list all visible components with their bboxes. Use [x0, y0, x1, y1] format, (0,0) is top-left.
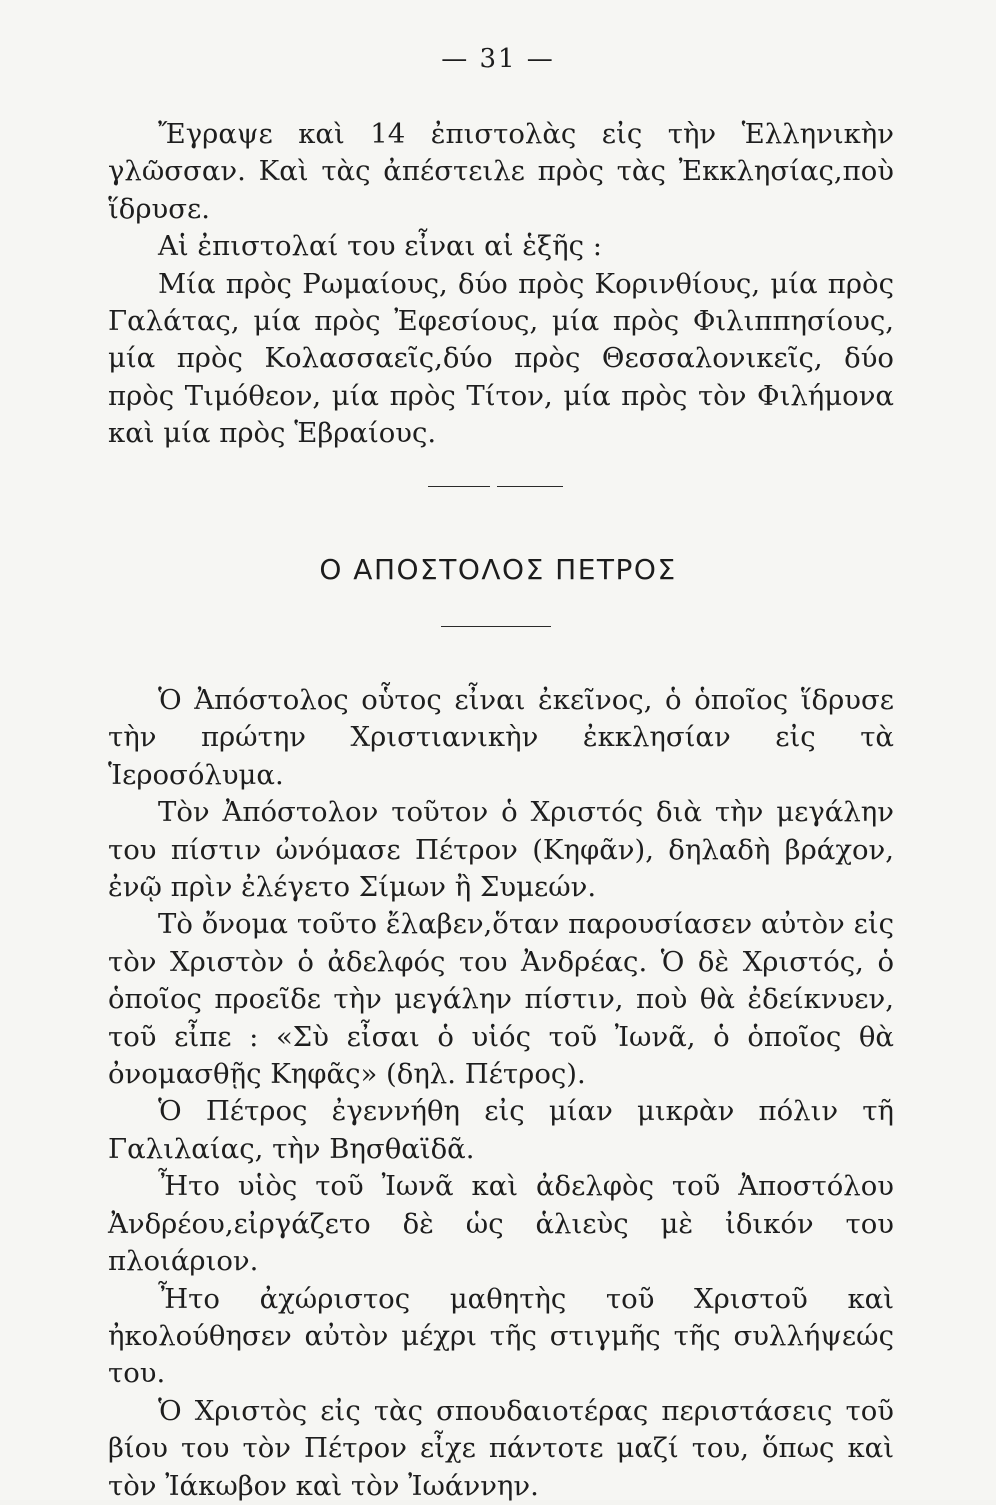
heading-underline-rule	[441, 626, 551, 627]
section-heading: Ο ΑΠΟΣΤΟΛΟΣ ΠΕΤΡΟΣ	[319, 553, 677, 586]
paragraph: Τὸ ὄνομα τοῦτο ἔλαβεν,ὅταν παρουσίασεν αὐτὸν εἰς τὸν Χριστὸν ὁ ἀδελφός του Ἀνδρέας. Ὁ δὲ Χριστός, ὁ ὁποῖος προεῖδε τὴν μεγάλην πίστιν, ποὺ θὰ ἐδείκνυεν, τοῦ εἶπε : «Σὺ εἶσαι ὁ υἱός τοῦ Ἰωνᾶ, ὁ ὁποῖος θὰ ὀνομασθῇς Κηφᾶς» (δηλ. Πέτρος).	[108, 908, 894, 1091]
paragraph: Ἔγραψε καὶ 14 ἐπιστολὰς εἰς τὴν Ἑλληνικὴν γλῶσσαν. Καὶ τὰς ἀπέστειλε πρὸς τὰς Ἐκκλησίας,ποὺ ἵδρυσε.	[108, 118, 894, 225]
separator-rule	[497, 486, 563, 487]
apostle-peter-section	[108, 682, 894, 1505]
paragraph: Μία πρὸς Ρωμαίους, δύο πρὸς Κορινθίους, μία πρὸς Γαλάτας, μία πρὸς Ἐφεσίους, μία πρὸς Φιλιππησίους, μία πρὸς Κολασσαεῖς,δύο πρὸς Θεσσαλονικεῖς, δύο πρὸς Τιμόθεον, μία πρὸς Τίτον, μία πρὸς τὸν Φιλήμονα καὶ μία πρὸς Ἑβραίους.	[108, 267, 894, 450]
paragraph: Ἦτο ἀχώριστος μαθητὴς τοῦ Χριστοῦ καὶ ἠκολούθησεν αὐτὸν μέχρι τῆς στιγμῆς τῆς συλλήψεώς του.	[108, 1282, 894, 1390]
separator-rule	[428, 486, 490, 487]
paragraph: Αἱ ἐπιστολαί του εἶναι αἱ ἑξῆς :	[158, 230, 603, 263]
paragraph: Ὁ Χριστὸς εἰς τὰς σπουδαιοτέρας περιστάσεις τοῦ βίου του τὸν Πέτρον εἶχε πάντοτε μαζί του, ὅπως καὶ τὸν Ἰάκωβον καὶ τὸν Ἰωάννην.	[108, 1394, 894, 1502]
paragraph: Τὸν Ἀπόστολον τοῦτον ὁ Χριστός διὰ τὴν μεγάλην του πίστιν ὠνόμασε Πέτρον (Κηφᾶν), δηλαδὴ βράχον, ἐνῷ πρὶν ἐλέγετο Σίμων ἢ Συμεών.	[108, 796, 894, 904]
paragraph: Ἦτο υἱὸς τοῦ Ἰωνᾶ καὶ ἀδελφὸς τοῦ Ἀποστόλου Ἀνδρέου,εἰργάζετο δὲ ὡς ἁλιεὺς μὲ ἰδικόν του πλοιάριον.	[108, 1170, 894, 1278]
letters-section	[108, 116, 894, 453]
paragraph: Ὁ Ἀπόστολος οὗτος εἶναι ἐκεῖνος, ὁ ὁποῖος ἵδρυσε τὴν πρώτην Χριστιανικὴν ἐκκλησίαν εἰς τὰ Ἱεροσόλυμα.	[108, 684, 894, 791]
paragraph: Ὁ Πέτρος ἐγεννήθη εἰς μίαν μικρὰν πόλιν τῆ Γαλιλαίας, τὴν Βησθαϊδᾶ.	[108, 1095, 894, 1165]
page-number: — 31 —	[441, 44, 555, 74]
